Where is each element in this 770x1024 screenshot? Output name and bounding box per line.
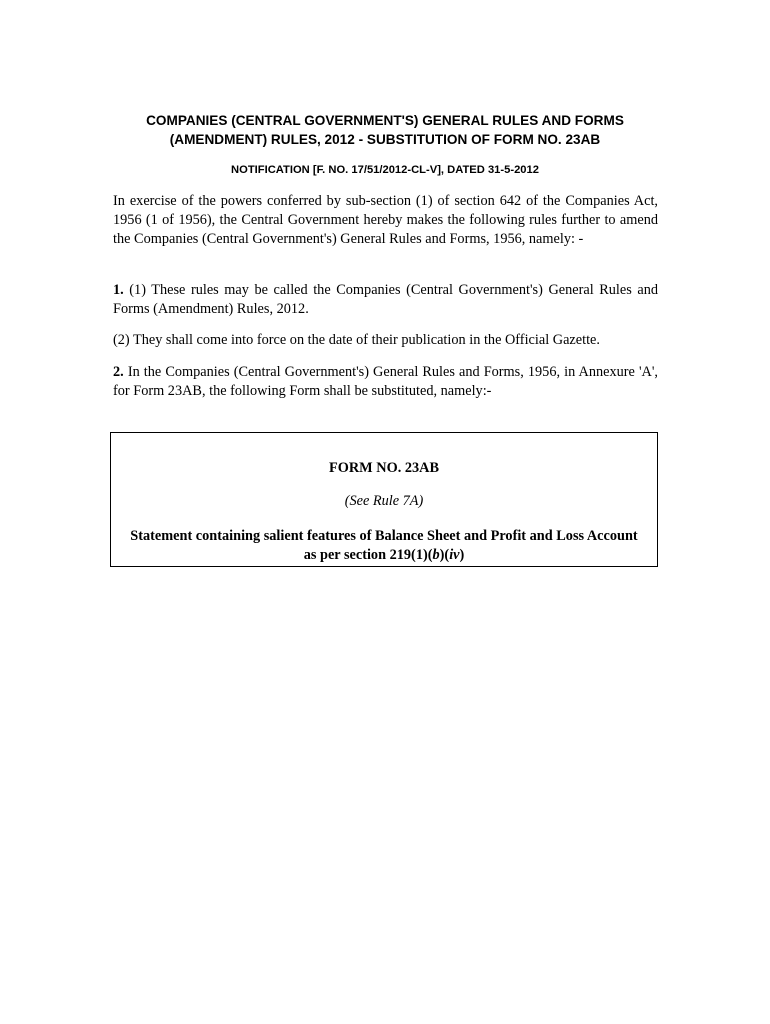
rule-2-text: In the Companies (Central Government's) General Rules and Forms, 1956, in Annexure 'A', for Form 23AB, the following Form shall be substituted, namely:- bbox=[113, 364, 659, 399]
document-title bbox=[110, 111, 660, 149]
section-clause-iv: iv bbox=[449, 547, 460, 563]
form-header-box bbox=[110, 432, 658, 567]
rule-1-subclause-2: (2) They shall come into force on the date of their publication in the Official Gazette. bbox=[113, 332, 600, 348]
notification-line: NOTIFICATION [F. NO. 17/51/2012-CL-V], DATED 31-5-2012 bbox=[231, 164, 539, 176]
form-description-line-2 bbox=[111, 546, 657, 565]
title-line-2: (AMENDMENT) RULES, 2012 - SUBSTITUTION OF FORM NO. 23AB bbox=[169, 132, 601, 147]
form-description-line-1: Statement containing salient features of Balance Sheet and Profit and Loss Account bbox=[130, 528, 638, 544]
form-description bbox=[111, 527, 657, 565]
form-title: FORM NO. 23AB bbox=[329, 460, 439, 476]
section-clause-b: b bbox=[432, 547, 440, 563]
form-rule-reference: (See Rule 7A) bbox=[344, 493, 424, 509]
title-line-1: COMPANIES (CENTRAL GOVERNMENT'S) GENERAL RULES AND FORMS bbox=[146, 113, 624, 128]
section-prefix: as per section 219(1)( bbox=[303, 547, 433, 563]
rule-2-paragraph bbox=[113, 363, 658, 401]
rule-1-paragraph bbox=[113, 281, 658, 319]
intro-paragraph: In exercise of the powers conferred by sub-section (1) of section 642 of the Companies Act, 1956 (1 of 1956), the Central Government hereby makes the following rules further to amend the Companies (Central Government's) General Rules and Forms, 1956, namely: - bbox=[113, 193, 658, 247]
rule-1-text: (1) These rules may be called the Companies (Central Government's) General Rules and Forms (Amendment) Rules, 2012. bbox=[113, 282, 659, 317]
rule-2-number: 2. bbox=[113, 364, 124, 380]
section-suffix: ) bbox=[459, 547, 465, 563]
rule-1-number: 1. bbox=[113, 282, 124, 298]
section-mid: )( bbox=[439, 547, 450, 563]
